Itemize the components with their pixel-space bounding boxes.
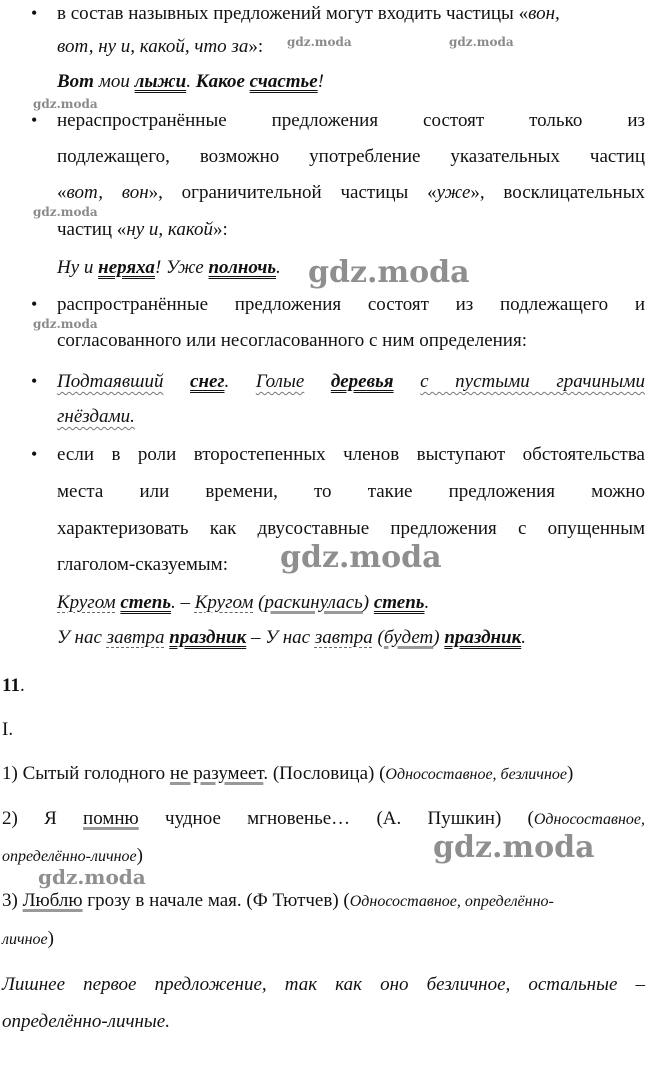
conclusion-line2 — [2, 1012, 170, 1031]
word: нераспространённые — [57, 110, 227, 131]
example-subject: полночь — [208, 257, 277, 278]
example-word: ! — [317, 71, 324, 92]
task-part: I. — [2, 719, 14, 740]
example-subject: праздник — [444, 627, 522, 648]
bullet2-line4 — [57, 220, 228, 239]
word: Пушкин) — [427, 808, 502, 829]
example-subject: степь — [373, 592, 425, 613]
paren: ( — [527, 808, 534, 829]
bullet-icon: • — [31, 371, 38, 391]
bullet2-line3 — [57, 183, 645, 202]
example-subject: лыжи — [134, 71, 187, 92]
bullet4-line1 — [57, 372, 645, 391]
predicate: не разумеет — [169, 763, 264, 784]
example-word: . — [224, 371, 230, 392]
example-word: . — [186, 71, 196, 92]
task-number-value: 11 — [2, 675, 20, 696]
bullet4-line2 — [57, 407, 135, 426]
example-attribute: гнёздами. — [57, 406, 135, 427]
watermark: gdz.moda — [280, 540, 442, 575]
particle: ну и, какой — [126, 219, 213, 240]
word: из — [627, 110, 645, 131]
bullet1-tail: »: — [248, 36, 264, 57]
watermark: gdz.moda — [449, 35, 514, 49]
watermark: gdz.moda — [287, 35, 352, 49]
word: 2) — [2, 808, 18, 829]
predicate: помню — [83, 808, 139, 829]
example-adverbial: завтра — [106, 627, 165, 648]
bullet2-line1 — [57, 111, 645, 130]
bullet1-italic: вон, — [528, 3, 560, 24]
text: 3) — [2, 890, 23, 911]
text: ) — [47, 928, 54, 949]
conclusion-text: Лишнее первое предложение, так как оно безличное, остальные – — [2, 974, 645, 995]
bullet1-line2 — [57, 37, 263, 56]
example-word: – У нас — [246, 627, 315, 648]
sentence-type: Односоставное, — [533, 811, 645, 828]
bullet5-example1 — [57, 593, 429, 612]
bullet1-line1 — [57, 4, 560, 23]
particle: уже — [436, 182, 471, 203]
example-predicate: будет — [383, 627, 434, 648]
bullet3-line2: согласованного или несогласованного с ним определения: — [57, 330, 527, 351]
watermark: gdz.moda — [33, 205, 98, 219]
text: ) — [566, 763, 574, 784]
example-word: ( — [372, 627, 384, 648]
text: », ограничительной частицы « — [148, 182, 437, 203]
bullet5-line1: если в роли второстепенных членов выступают обстоятельства — [57, 444, 645, 465]
word: состоят — [423, 110, 485, 131]
word: чудное — [165, 808, 221, 829]
bullet2-example — [57, 258, 281, 277]
word: только — [529, 110, 583, 131]
bullet1-particles: вот, ну и, какой, что за — [57, 36, 249, 57]
sentence-type: Односоставное, определённо- — [349, 893, 554, 910]
bullet3-line1: распространённые предложения состоят из подлежащего и — [57, 294, 645, 315]
example-subject: степь — [120, 592, 172, 613]
word: предложения — [271, 110, 379, 131]
bullet-icon: • — [31, 3, 38, 23]
text: 1) Сытый голодного — [2, 763, 170, 784]
example-word: ( — [253, 592, 265, 613]
word: мгновенье… — [247, 808, 351, 829]
example-word: ) — [433, 627, 445, 648]
example-word: У нас — [57, 627, 107, 648]
example-subject: неряха — [98, 257, 155, 278]
text: « — [57, 182, 67, 203]
example-word: . — [424, 592, 430, 613]
task-item3-line2 — [2, 929, 54, 948]
example-attribute: Голые — [255, 371, 305, 392]
example-adverbial: Кругом — [57, 592, 116, 613]
word: (А. — [376, 808, 402, 829]
text: грозу в начале мая. (Ф Тютчев) ( — [82, 890, 350, 911]
example-subject: снег — [190, 371, 225, 392]
task-number-dot: . — [19, 675, 25, 696]
text: »: — [213, 219, 228, 240]
sentence-type: личное — [2, 931, 48, 948]
word: времени, — [205, 481, 278, 502]
word: то — [314, 481, 332, 502]
task-item3-line1 — [2, 891, 554, 910]
example-attribute: с пустыми грачиными — [420, 371, 645, 392]
bullet5-example2 — [57, 628, 526, 647]
example-word: . — [276, 257, 281, 278]
word: можно — [591, 481, 646, 502]
bullet-icon: • — [31, 294, 38, 314]
example-word: . – — [171, 592, 195, 613]
example-attribute: Подтаявший — [57, 371, 164, 392]
word: такие — [367, 481, 413, 502]
example-word: Ну и — [57, 257, 99, 278]
example-predicate: раскинулась — [264, 592, 363, 613]
sentence-type: определённо-личное — [2, 848, 137, 865]
watermark: gdz.moda — [433, 830, 595, 865]
bullet5-line2 — [57, 482, 645, 501]
conclusion-line1 — [2, 975, 645, 994]
example-word: . — [521, 627, 526, 648]
task-item2-line2 — [2, 846, 143, 865]
watermark: gdz.moda — [38, 865, 146, 889]
bullet5-line3: характеризовать как двусоставные предложения с опущенным — [57, 518, 645, 539]
watermark: gdz.moda — [308, 255, 470, 290]
word: места — [57, 481, 104, 502]
word: или — [139, 481, 170, 502]
text: », восклицательных — [470, 182, 645, 203]
predicate: Люблю — [22, 890, 83, 911]
task-item2-line1 — [2, 809, 645, 828]
task-item1 — [2, 764, 573, 783]
example-adverbial: Кругом — [194, 592, 254, 613]
word: предложения — [448, 481, 556, 502]
text: ) — [136, 845, 143, 866]
word: Я — [44, 808, 57, 829]
sentence-type: Односоставное, безличное — [385, 766, 567, 783]
example-word: ) — [362, 592, 374, 613]
example-subject: праздник — [169, 627, 247, 648]
bullet5-line4: глаголом-сказуемым: — [57, 554, 228, 575]
watermark: gdz.moda — [33, 317, 98, 331]
example-word: Какое — [195, 71, 245, 92]
example-subject: счастье — [249, 71, 318, 92]
bullet1-example — [57, 72, 324, 91]
bullet2-line2: подлежащего, возможно употребление указательных частиц — [57, 146, 645, 167]
bullet1-text: в состав назывных предложений могут входить частицы « — [57, 3, 529, 24]
bullet-icon: • — [31, 444, 38, 464]
example-word: мои — [93, 71, 135, 92]
bullet-icon: • — [31, 110, 38, 130]
example-adverbial: завтра — [314, 627, 373, 648]
watermark: gdz.moda — [33, 97, 98, 111]
task-number — [2, 676, 25, 695]
conclusion-text: определённо-личные. — [2, 1011, 170, 1032]
text: частиц « — [57, 219, 127, 240]
example-word: Вот — [57, 71, 94, 92]
particle: вот, вон — [66, 182, 149, 203]
text: . (Пословица) ( — [263, 763, 386, 784]
example-subject: деревья — [330, 371, 394, 392]
example-word: ! Уже — [154, 257, 209, 278]
